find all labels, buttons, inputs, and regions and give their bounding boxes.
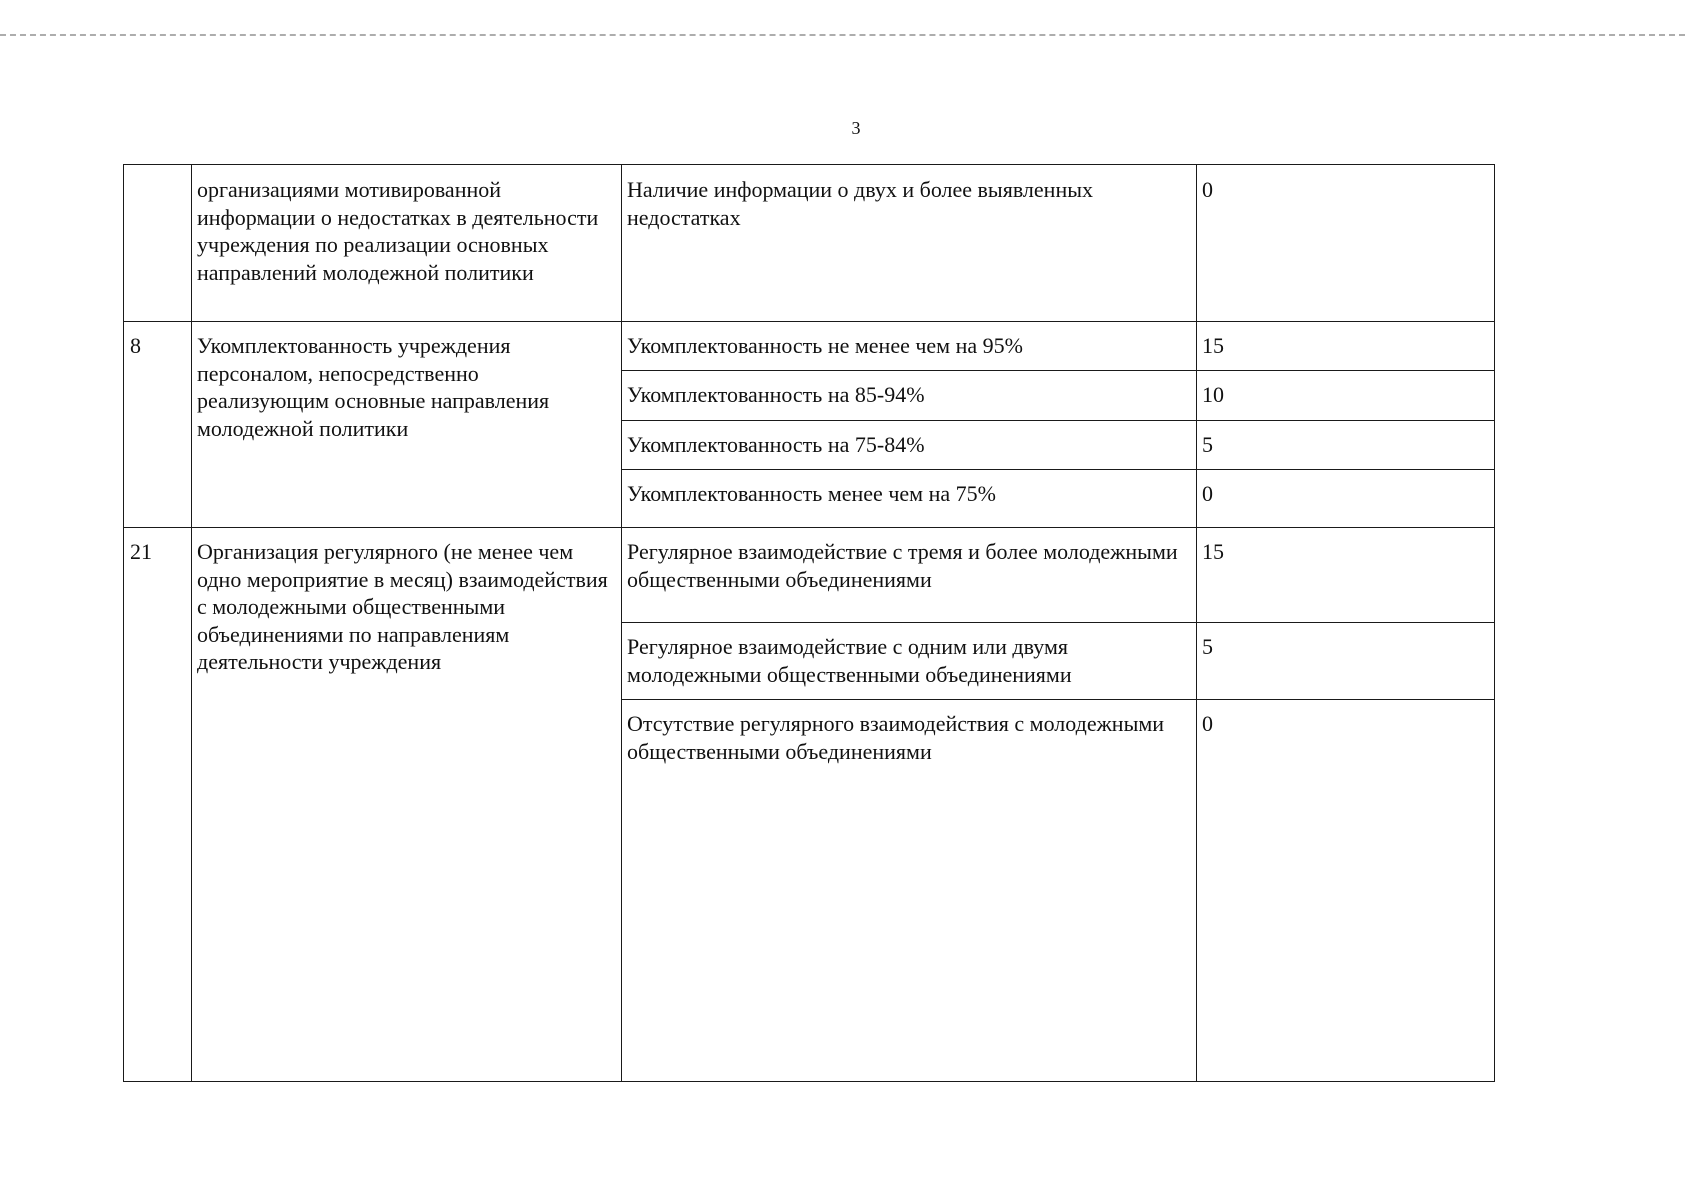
score-value: 15 <box>1202 539 1224 564</box>
indicator-text: Укомплектованность не менее чем на 95% <box>627 333 1023 358</box>
score-value: 10 <box>1202 382 1224 407</box>
indicator-text: Укомплектованность на 75-84% <box>627 432 925 457</box>
indicator-text: Укомплектованность на 85-94% <box>627 382 925 407</box>
score-value: 0 <box>1202 481 1213 506</box>
indicator-text: Наличие информации о двух и более выявленных недостатках <box>627 177 1093 230</box>
score-value: 15 <box>1202 333 1224 358</box>
score-value: 0 <box>1202 177 1213 202</box>
criteria-table <box>123 164 1495 1082</box>
criterion-text: Укомплектованность учреждения персоналом, непосредственно реализующим основные направления молодежной политики <box>197 333 550 441</box>
score-value: 5 <box>1202 432 1213 457</box>
row-number-cell: 21 <box>130 539 152 564</box>
row-number-cell: 8 <box>130 333 141 358</box>
indicator-text: Регулярное взаимодействие с тремя и более молодежными общественными объединениями <box>627 539 1178 592</box>
criterion-text: Организация регулярного (не менее чем одно мероприятие в месяц) взаимодействия с молодежными общественными объединениями по направлениям деятельности учреждения <box>197 539 608 674</box>
row-number-cell <box>124 165 191 176</box>
score-value: 0 <box>1202 711 1213 736</box>
score-value: 5 <box>1202 634 1213 659</box>
indicator-text: Отсутствие регулярного взаимодействия с молодежными общественными объединениями <box>627 711 1165 764</box>
scan-edge-line <box>0 34 1685 36</box>
indicator-text: Регулярное взаимодействие с одним или двумя молодежными общественными объединениями <box>627 634 1072 687</box>
criterion-text: организациями мотивированной информации о недостатках в деятельности учреждения по реализации основных направлений молодежной политики <box>197 177 599 285</box>
page-number: 3 <box>851 118 861 138</box>
indicator-text: Укомплектованность менее чем на 75% <box>627 481 996 506</box>
